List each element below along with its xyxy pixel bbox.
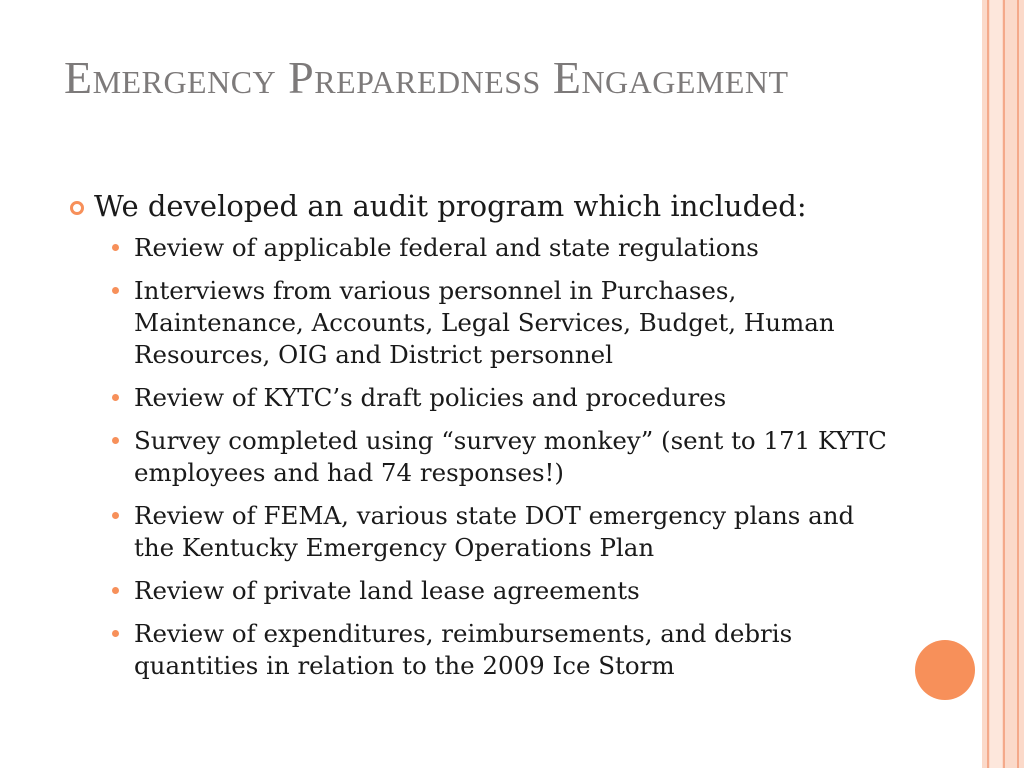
dot-bullet-icon (112, 437, 119, 444)
list-item-text: Review of expenditures, reimbursements, and debris quantities in relation to the 2009 Ice Storm (134, 619, 793, 680)
list-item (70, 275, 890, 371)
decorative-circle (915, 640, 975, 700)
list-item-text: Review of private land lease agreements (134, 576, 640, 605)
list-item (70, 500, 890, 564)
list-item-text: Review of FEMA, various state DOT emergency plans and the Kentucky Emergency Operations Plan (134, 501, 855, 562)
decorative-side-line (1017, 0, 1019, 768)
dot-bullet-icon (112, 512, 119, 519)
list-item-text: Survey completed using “survey monkey” (sent to 171 KYTC employees and had 74 responses!) (134, 426, 887, 487)
sub-bullet-list (70, 232, 890, 682)
list-item (70, 575, 890, 607)
main-bullet (70, 188, 890, 224)
slide-title: Emergency Preparedness Engagement (64, 52, 789, 103)
list-item-text: Review of KYTC’s draft policies and procedures (134, 383, 727, 412)
dot-bullet-icon (112, 630, 119, 637)
ring-bullet-icon (70, 201, 84, 215)
list-item (70, 425, 890, 489)
decorative-side-line (987, 0, 989, 768)
slide-body (70, 188, 890, 693)
dot-bullet-icon (112, 394, 119, 401)
list-item (70, 382, 890, 414)
list-item-text: Review of applicable federal and state regulations (134, 233, 759, 262)
list-item (70, 232, 890, 264)
dot-bullet-icon (112, 587, 119, 594)
dot-bullet-icon (112, 244, 119, 251)
decorative-side-line (1003, 0, 1005, 768)
decorative-side-band-inner (990, 0, 1002, 768)
list-item-text: Interviews from various personnel in Purchases, Maintenance, Accounts, Legal Services, Budget, Human Resources, OIG and District personnel (134, 276, 835, 369)
dot-bullet-icon (112, 287, 119, 294)
main-bullet-text: We developed an audit program which included: (94, 189, 807, 223)
list-item (70, 618, 890, 682)
